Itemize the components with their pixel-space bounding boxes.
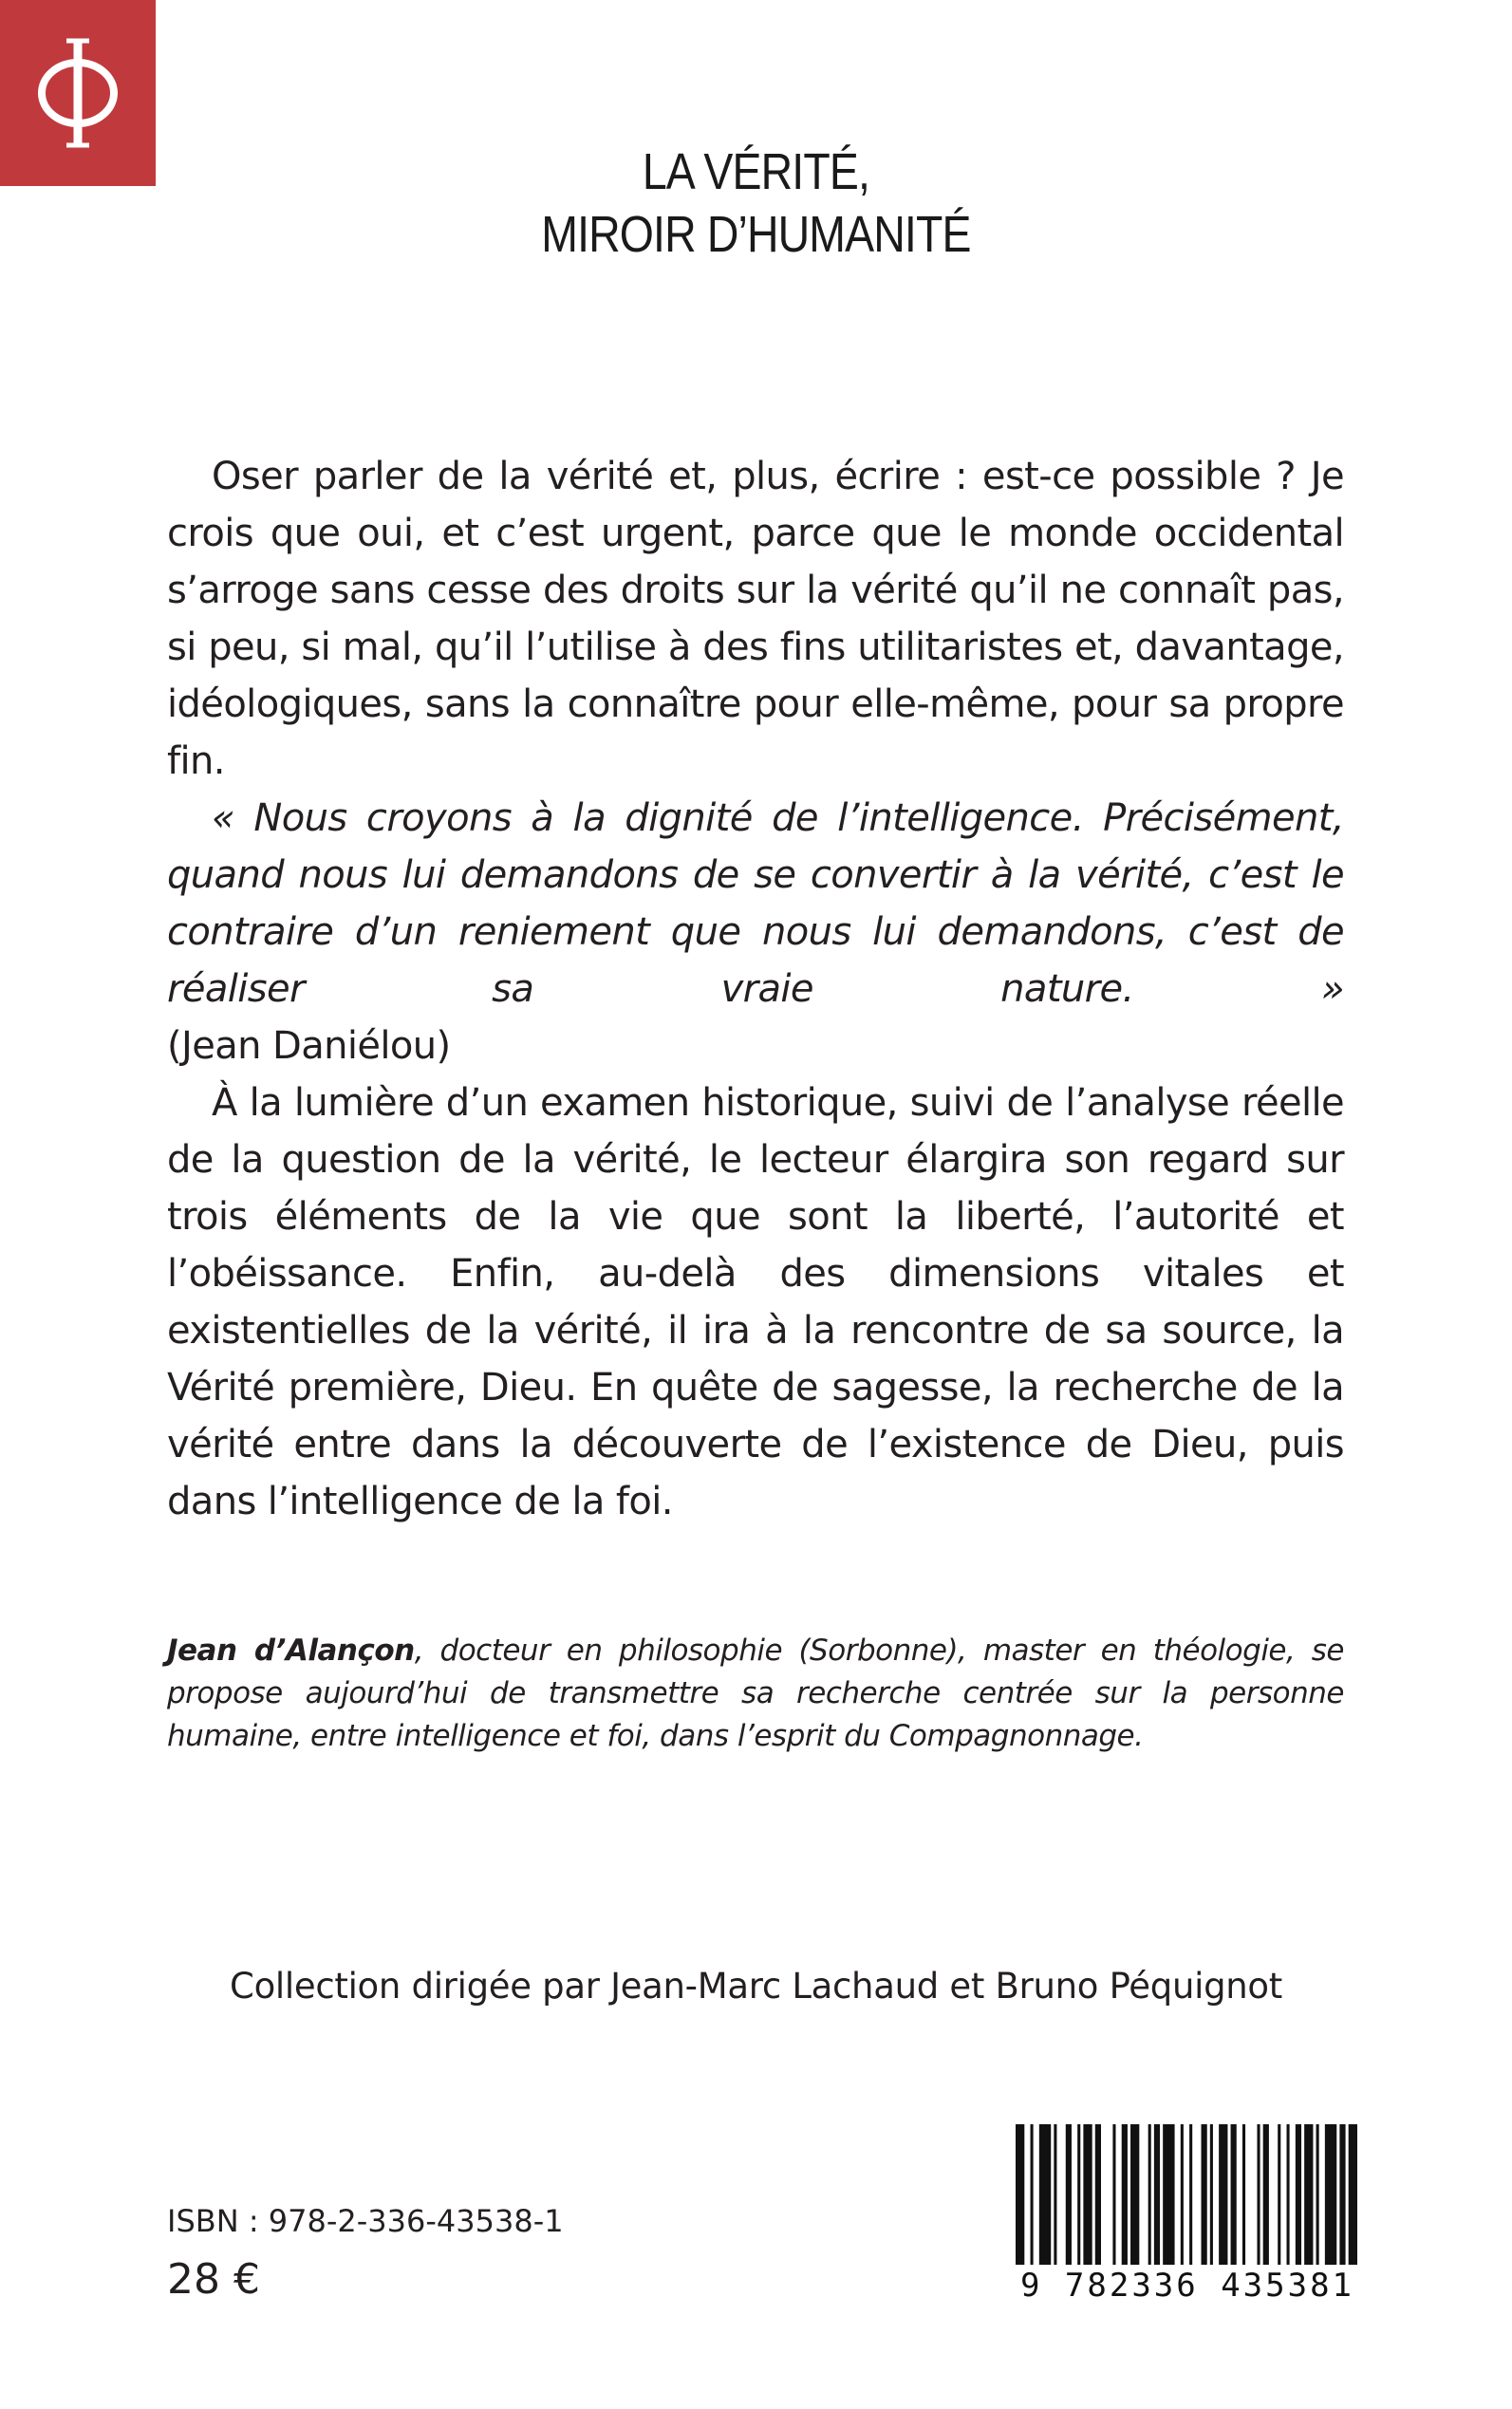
synopsis-paragraph-2: À la lumière d’un examen historique, suivi de l’analyse réelle de la question de la vérité, le lecteur élargira son regard sur trois éléments de la vie que sont la liberté, l’autorité et l’obéissance. Enfin, au-delà des dimensions vitales et existentielles de la vérité, il ira à la rencontre de sa source, la Vérité première, Dieu. En quête de sagesse, la recherche de la vérité entre dans la découverte de l’existence de Dieu, puis dans l’intelligence de la foi. [167, 1081, 1344, 1523]
phi-logo-icon [26, 31, 130, 155]
barcode-digits: 9 782336 435381 [1002, 2265, 1372, 2306]
collection-credit: Collection dirigée par Jean-Marc Lachaud et Bruno Péquignot [230, 1966, 1282, 2007]
book-title-line-1: LA VÉRITÉ, [642, 143, 870, 200]
author-name: Jean d’Alançon [167, 1634, 415, 1668]
author-bio [167, 1630, 1344, 1758]
synopsis-paragraph-1: Oser parler de la vérité et, plus, écrire : est-ce possible ? Je crois que oui, et c’est urgent, parce que le monde occidental s’arroge sans cesse des droits sur la vérité qu’il ne connaît pas, si peu, si mal, qu’il l’utilise à des fins utilitaristes et, davantage, idéologiques, sans la connaître pour elle-même, pour sa propre fin. [167, 455, 1344, 783]
author-bio-text: , docteur en philosophie (Sorbonne), master en théologie, se propose aujourd’hui de transmettre sa recherche centrée sur la personne humaine, entre intelligence et foi, dans l’esprit du Compagnonnage. [167, 1634, 1345, 1753]
quote-attribution: (Jean Daniélou) [167, 1024, 451, 1068]
synopsis [167, 448, 1344, 1530]
price: 28 € [167, 2255, 260, 2304]
isbn: ISBN : 978-2-336-43538-1 [167, 2203, 564, 2239]
book-title-line-2: MIROIR D’HUMANITÉ [541, 206, 971, 263]
book-title [105, 140, 1406, 266]
synopsis-quote: « Nous croyons à la dignité de l’intelligence. Précisément, quand nous lui demandons de se convertir à la vérité, c’est le contraire d’un reniement que nous lui demandons, c’est de réaliser sa vraie nature. » [167, 796, 1344, 1011]
